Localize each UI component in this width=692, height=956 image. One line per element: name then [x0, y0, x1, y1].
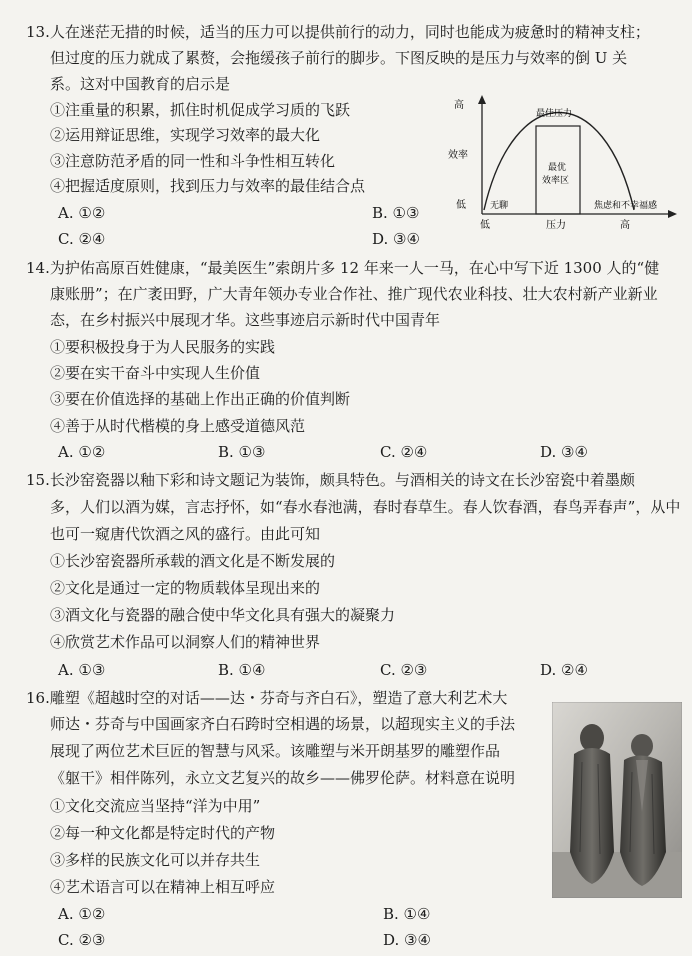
- zone-label-1: 最优: [548, 163, 567, 173]
- q15-item-2: ②文化是通过一定的物质载体呈现出来的: [50, 579, 321, 597]
- q13-item-3: ③注意防范矛盾的同一性和斗争性相互转化: [50, 152, 336, 170]
- q16-item-3: ③多样的民族文化可以并存共生: [50, 851, 261, 869]
- q14-item-3: ③要在价值选择的基础上作出正确的价值判断: [50, 390, 351, 408]
- q13-stem-line-2: 但过度的压力就成了累赘，会拖缓孩子前行的脚步。下图反映的是压力与效率的倒 U 关: [50, 49, 628, 67]
- q14-option-b[interactable]: B. ①③: [218, 443, 266, 461]
- q16-item-4: ④艺术语言可以在精神上相互呼应: [50, 878, 276, 896]
- y-low-label: 低: [456, 200, 466, 211]
- q13-option-a[interactable]: A. ①②: [58, 204, 106, 222]
- sculpture-photo: [552, 702, 682, 898]
- q15-item-4: ④欣赏艺术作品可以洞察人们的精神世界: [50, 633, 321, 651]
- q16-option-d[interactable]: D. ③④: [383, 931, 431, 949]
- q15-option-d[interactable]: D. ②④: [540, 661, 588, 679]
- q14-stem-line-2: 康账册”；在广袤田野，广大青年领办专业合作社、推广现代农业科技、壮大农村新产业新业: [50, 285, 658, 303]
- q16-option-a[interactable]: A. ①②: [58, 905, 106, 923]
- x-axis-arrow-icon: [668, 210, 677, 218]
- q14-item-2: ②要在实干奋斗中实现人生价值: [50, 364, 261, 382]
- q13-item-1: ①注重量的积累，抓住时机促成学习质的飞跃: [50, 101, 351, 119]
- q15-option-b[interactable]: B. ①④: [218, 661, 266, 679]
- right-label: 焦虑和不幸福感: [594, 201, 658, 211]
- q15-option-a[interactable]: A. ①③: [58, 661, 106, 679]
- q16-item-2: ②每一种文化都是特定时代的产物: [50, 824, 276, 842]
- q13-item-4: ④把握适度原则，找到压力与效率的最佳结合点: [50, 177, 366, 195]
- q16-stem-line-3: 展现了两位艺术巨匠的智慧与风采。该雕塑与米开朗基罗的雕塑作品: [50, 742, 501, 760]
- q15-stem-line-1: 15.长沙窑瓷器以釉下彩和诗文题记为装饰，颇具特色。与酒相关的诗文在长沙窑瓷中着墨颇: [26, 471, 635, 489]
- x-axis-label: 压力: [546, 220, 566, 231]
- q13-option-b[interactable]: B. ①③: [372, 204, 420, 222]
- q13-stem-line-3: 系。这对中国教育的启示是: [50, 75, 231, 93]
- q16-stem-line-1: 16.雕塑《超越时空的对话——达・芬奇与齐白石》，塑造了意大利艺术大: [26, 689, 508, 707]
- x-low-label: 低: [480, 220, 490, 231]
- q15-item-3: ③酒文化与瓷器的融合使中华文化具有强大的凝聚力: [50, 606, 396, 624]
- pressure-efficiency-diagram: [444, 92, 684, 232]
- left-label: 无聊: [490, 201, 509, 211]
- q16-stem-line-4: 《躯干》相伴陈列，永立文艺复兴的故乡——佛罗伦萨。材料意在说明: [50, 769, 516, 787]
- y-axis-arrow-icon: [478, 95, 486, 104]
- q13-option-d[interactable]: D. ③④: [372, 230, 420, 248]
- q16-option-b[interactable]: B. ①④: [383, 905, 431, 923]
- q16-option-c[interactable]: C. ②③: [58, 931, 106, 949]
- q14-item-4: ④善于从时代楷模的身上感受道德风范: [50, 417, 306, 435]
- q15-stem-line-3: 也可一窥唐代饮酒之风的盛行。由此可知: [50, 525, 321, 543]
- q15-stem-line-2: 多，人们以酒为媒，言志抒怀，如“春水春池满，春时春草生。春人饮春酒，春鸟弄春声”，从中: [50, 498, 681, 516]
- q14-option-c[interactable]: C. ②④: [380, 443, 428, 461]
- q15-item-1: ①长沙窑瓷器所承载的酒文化是不断发展的: [50, 552, 336, 570]
- q16-item-1: ①文化交流应当坚持“洋为中用”: [50, 797, 261, 815]
- q14-option-d[interactable]: D. ③④: [540, 443, 588, 461]
- q14-stem-line-3: 态，在乡村振兴中展现才华。这些事迹启示新时代中国青年: [50, 311, 441, 329]
- q14-option-a[interactable]: A. ①②: [58, 443, 106, 461]
- q13-stem-line-1: 13.人在迷茫无措的时候，适当的压力可以提供前行的动力，同时也能成为疲惫时的精神支柱；: [26, 23, 650, 41]
- q16-stem-line-2: 师达・芬奇与中国画家齐白石跨时空相遇的场景，以超现实主义的手法: [50, 715, 516, 733]
- inverted-u-curve: [484, 113, 634, 211]
- q14-item-1: ①要积极投身于为人民服务的实践: [50, 338, 276, 356]
- zone-label-2: 效率区: [542, 176, 570, 186]
- x-high-label: 高: [620, 220, 630, 231]
- q13-option-c[interactable]: C. ②④: [58, 230, 106, 248]
- y-axis-label: 效率: [448, 150, 468, 161]
- y-high-label: 高: [454, 100, 464, 111]
- peak-label: 最佳压力: [536, 109, 573, 119]
- q13-item-2: ②运用辩证思维，实现学习效率的最大化: [50, 126, 321, 144]
- q14-stem-line-1: 14.为护佑高原百姓健康，“最美医生”索朗片多 12 年来一人一马，在心中写下近 1300 人的“健: [26, 259, 660, 277]
- q15-option-c[interactable]: C. ②③: [380, 661, 428, 679]
